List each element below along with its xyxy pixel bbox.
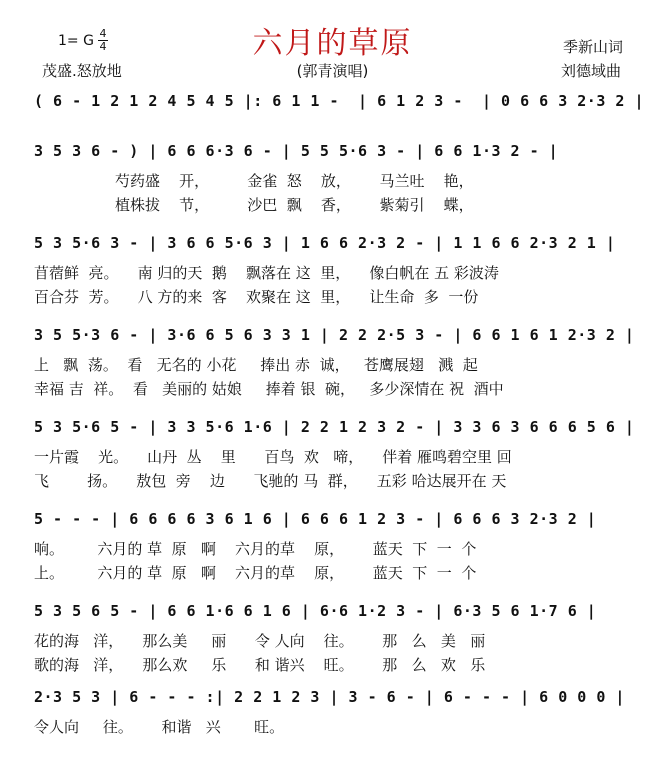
score-system xyxy=(0,234,665,334)
notation-line: 2·3 5 3 | 6 - - - :| 2 2 1 2 3 | 3 - 6 - | 6 - - - | 6 0 0 0 | xyxy=(34,688,625,706)
lyrics-verse-2: 歌的海 洋， 那么欢 乐 和 谐兴 旺。 那 么 欢 乐 xyxy=(34,656,486,674)
score-system xyxy=(0,688,665,758)
song-title: 六月的草原 xyxy=(252,26,413,61)
lyrics-verse-1: 花的海 洋， 那么美 丽 令 人向 往。 那 么 美 丽 xyxy=(34,632,486,650)
notation-line: 5 3 5·6 5 - | 3 3 5·6 1·6 | 2 2 1 2 3 2 - | 3 3 6 3 6 6 6 5 6 | xyxy=(34,418,635,436)
lyrics-verse-1: 一片霞 光。 山丹 丛 里 百鸟 欢 啼， 伴着 雁鸣碧空里 回 xyxy=(34,448,512,466)
lyrics-verse-1: 令人向 往。 和谐 兴 旺。 xyxy=(34,718,285,736)
lyrics-verse-2: 飞 扬。 敖包 旁 边 飞驰的 马 群， 五彩 哈达展开在 天 xyxy=(34,472,507,490)
lyrics-verse-2: 幸福 吉 祥。 看 美丽的 姑娘 捧着 银 碗， 多少深情在 祝 酒中 xyxy=(34,380,504,398)
score-system xyxy=(0,602,665,702)
notation-line: 3 5 3 6 - ) | 6 6 6·3 6 - | 5 5 5·6 3 - | 6 6 1·3 2 - | xyxy=(34,142,559,160)
lyrics-verse-1: 响。 六月的 草 原 啊 六月的草 原， 蓝天 下 一 个 xyxy=(34,540,477,558)
notation-line: 3 5 5·3 6 - | 3·6 6 5 6 3 3 1 | 2 2 2·5 3 - | 6 6 1 6 1 2·3 2 | xyxy=(34,326,635,344)
composer-credit: 刘德域曲 xyxy=(560,62,621,80)
time-signature-bottom: 4 xyxy=(99,40,107,53)
tempo-marking: 茂盛.怒放地 xyxy=(42,62,122,80)
lyrics-verse-2: 百合芬 芳。 八 方的来 客 欢聚在 这 里， 让生命 多 一份 xyxy=(34,288,479,306)
lyrics-verse-2: 植株拔 节， 沙巴 飘 香， 紫菊引 蝶， xyxy=(34,196,474,214)
score-system xyxy=(0,510,665,610)
key-signature: 1= G xyxy=(58,33,94,49)
singer-credit: (郭青演唱) xyxy=(296,62,369,80)
score-system xyxy=(0,142,665,242)
lyrics-verse-1: 上 飘 荡。 看 无名的 小花 捧出 赤 诚， 苍鹰展翅 溅 起 xyxy=(34,356,478,374)
notation-line: ( 6 - 1 2 1 2 4 5 4 5 |: 6 1 1 - | 6 1 2 3 - | 0 6 6 3 2·3 2 | xyxy=(34,92,644,110)
notation-line: 5 3 5·6 3 - | 3 6 6 5·6 3 | 1 6 6 2·3 2 - | 1 1 6 6 2·3 2 1 | xyxy=(34,234,616,252)
lyrics-verse-1: 芍药盛 开， 金雀 怒 放， 马兰吐 艳， xyxy=(34,172,474,190)
notation-line: 5 - - - | 6 6 6 6 3 6 1 6 | 6 6 6 1 2 3 - | 6 6 6 3 2·3 2 | xyxy=(34,510,597,528)
score-system xyxy=(0,326,665,426)
lyrics-verse-2: 上。 六月的 草 原 啊 六月的草 原， 蓝天 下 一 个 xyxy=(34,564,477,582)
lyricist-credit: 季新山词 xyxy=(562,38,623,56)
time-signature xyxy=(98,28,108,53)
notation-line: 5 3 5 6 5 - | 6 6 1·6 6 1 6 | 6·6 1·2 3 - | 6·3 5 6 1·7 6 | xyxy=(34,602,597,620)
score-system xyxy=(0,418,665,518)
lyrics-verse-1: 苜蓿鲜 亮。 南 归的天 鹅 飘落在 这 里， 像白帆在 五 彩波涛 xyxy=(34,264,499,282)
time-signature-top: 4 xyxy=(99,27,107,40)
